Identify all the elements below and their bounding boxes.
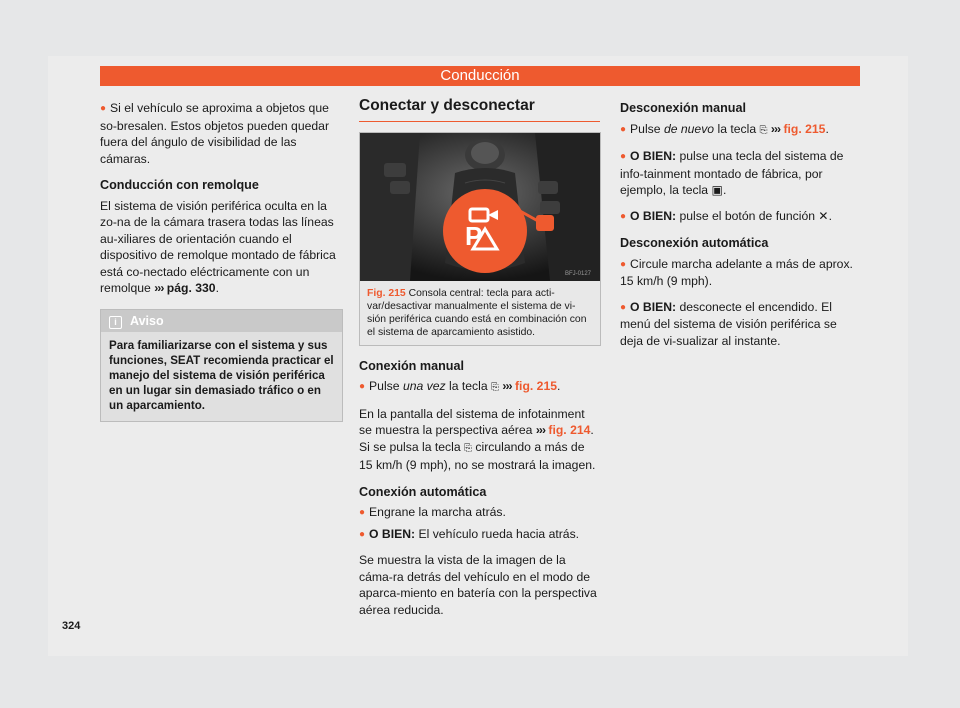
parking-camera-button-icon: ⎘ bbox=[759, 124, 768, 136]
section-title: Conectar y desconectar bbox=[359, 98, 600, 122]
bullet-icon: ● bbox=[359, 381, 366, 392]
svg-text:P: P bbox=[465, 220, 483, 251]
subheading-auto-connection: Conexión automática bbox=[359, 484, 487, 499]
notice-box bbox=[100, 309, 343, 423]
subheading-auto-disconnection: Desconexión automática bbox=[620, 236, 769, 250]
bullet-press-once: ● Pulse una vez la tecla ⎘ ››› fig. 215. bbox=[359, 379, 561, 393]
paragraph-objects: ● Si el vehículo se aproxima a objetos que so-bresalen. Estos objetos pueden quedar fuera del ángulo de visibilidad de las cámaras. bbox=[100, 101, 330, 166]
bullet-press-again: ● Pulse de nuevo la tecla ⎘ ››› fig. 215. bbox=[620, 121, 829, 136]
notice-text: Para familiarizarse con el sistema y sus funciones, SEAT recomienda practicar el manejo del sistema de visión periférica en un lugar sin demasiado tráfico o en un aparcamiento. bbox=[109, 339, 334, 412]
page-reference-link[interactable]: pág. 330 bbox=[166, 281, 216, 295]
bullet-icon: ● bbox=[359, 528, 366, 540]
paragraph-aerial-view: En la pantalla del sistema de infotainment se muestra la perspectiva aérea ››› fig. 214. Si se pulsa la tecla ⎘ circulando a más de 15 km/h (9 mph), no se mostrará la imagen. bbox=[359, 406, 596, 472]
notice-header: i Aviso bbox=[101, 310, 342, 333]
figure-215 bbox=[359, 132, 601, 346]
paragraph-trailer: El sistema de visión periférica oculta en la zo-na de la cámara trasera todas las líneas au-xiliares de orientación cuando el dispositivo de remolque montado de fábrica está co-nectado eléctricamente con un remolque ››› pág. 330. bbox=[100, 198, 336, 295]
bullet-icon: ● bbox=[359, 507, 366, 518]
column-middle bbox=[359, 97, 600, 627]
bullet-icon: ● bbox=[620, 123, 627, 135]
figure-link[interactable]: fig. 214 bbox=[548, 423, 591, 437]
bullet-icon: ● bbox=[620, 258, 627, 270]
bullet-drive-forward: ● Circule marcha adelante a más de aprox. 15 km/h (9 mph). bbox=[620, 256, 853, 288]
bullet-rolling-back: ● O BIEN: El vehículo rueda hacia atrás. bbox=[359, 526, 580, 541]
parking-camera-button-icon: ⎘ bbox=[464, 442, 473, 454]
section-header: Conducción bbox=[100, 66, 860, 86]
reference-arrow-icon: ››› bbox=[154, 281, 164, 295]
bullet-ignition-off: ● O BIEN: desconecte el encendido. El menú del sistema de visión periférica se deja de vi-sualizar al instante. bbox=[620, 299, 837, 348]
figure-caption: Fig. 215 Consola central: tecla para acti-var/desactivar manualmente el sistema de vi-sión periférica cuando está en combinación con el sistema de aparcamiento asistido. bbox=[367, 287, 587, 338]
info-icon: i bbox=[109, 316, 122, 329]
bullet-reverse-gear: ● Engrane la marcha atrás. bbox=[359, 505, 506, 519]
page-number: 324 bbox=[62, 620, 81, 632]
parking-camera-button-icon: ⎘ bbox=[491, 382, 500, 393]
bullet-function-button: ● O BIEN: pulse el botón de función ✕. bbox=[620, 208, 833, 223]
close-icon: ✕ bbox=[818, 208, 829, 223]
bullet-icon: ● bbox=[620, 210, 627, 222]
bullet-icon: ● bbox=[620, 301, 627, 313]
subheading-manual-disconnection: Desconexión manual bbox=[620, 101, 746, 115]
reference-arrow-icon: ››› bbox=[535, 423, 546, 437]
paragraph-camera-view: Se muestra la vista de la imagen de la cáma-ra detrás del vehículo en el modo de aparca-miento en batería con la perspectiva aérea reducida. bbox=[359, 553, 597, 617]
subheading-trailer: Conducción con remolque bbox=[100, 178, 259, 192]
console-photo-image bbox=[360, 133, 600, 281]
bullet-icon: ● bbox=[100, 103, 107, 114]
figure-code: BFJ-0127 bbox=[565, 270, 592, 277]
reference-arrow-icon: ››› bbox=[502, 379, 512, 393]
car-key-icon: ▣ bbox=[711, 183, 723, 197]
figure-link[interactable]: fig. 215 bbox=[783, 121, 826, 136]
figure-link[interactable]: fig. 215 bbox=[515, 379, 557, 393]
column-left bbox=[100, 100, 343, 422]
reference-arrow-icon: ››› bbox=[770, 121, 781, 136]
subheading-manual-connection: Conexión manual bbox=[359, 358, 464, 373]
bullet-icon: ● bbox=[620, 151, 627, 162]
bullet-infotainment-key: ● O BIEN: pulse una tecla del sistema de info-tainment montado de fábrica, por ejemplo, la tecla ▣. bbox=[620, 149, 844, 197]
column-right bbox=[620, 100, 860, 358]
